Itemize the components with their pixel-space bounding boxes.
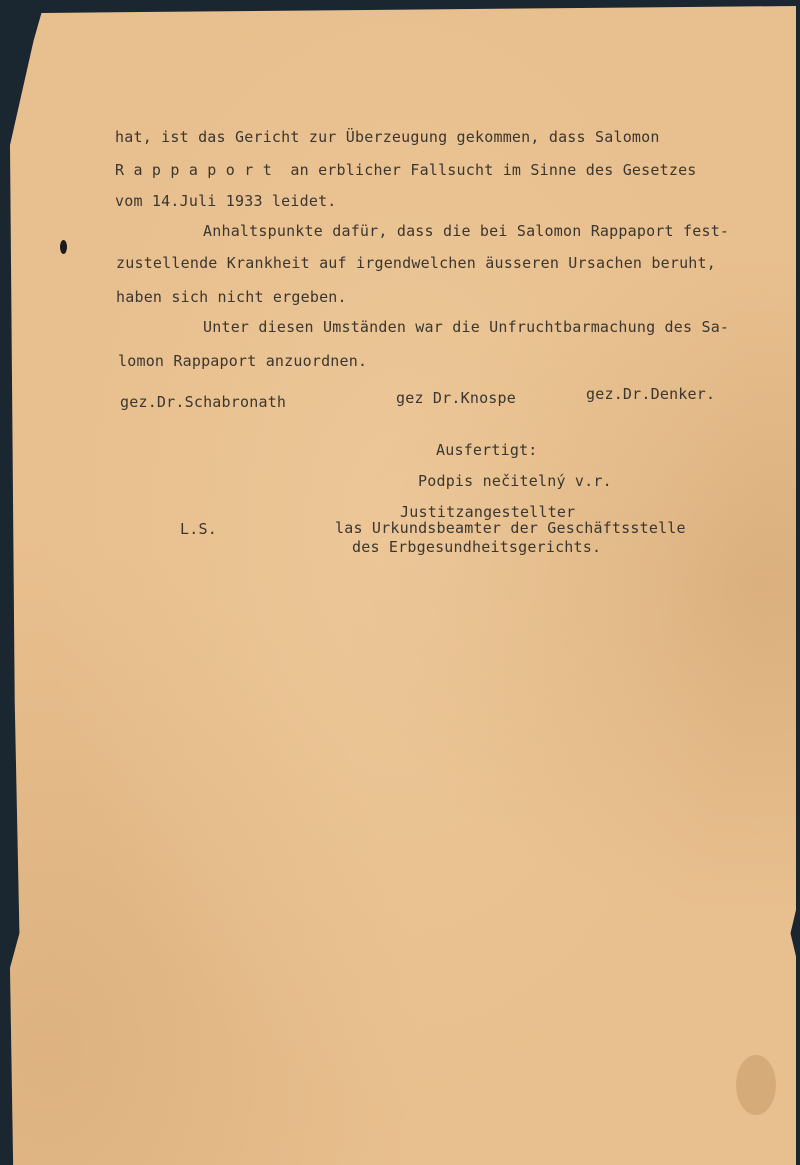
body-line-6: haben sich nicht ergeben. <box>116 288 347 306</box>
signature-denker: gez.Dr.Denker. <box>586 385 716 403</box>
paper-sheet <box>10 6 796 1165</box>
body-line-4: Anhaltspunkte dafür, dass die bei Salomon Rappaport fest- <box>203 222 730 240</box>
body-line-8: lomon Rappaport anzuordnen. <box>118 352 368 370</box>
body-line-5: zustellende Krankheit auf irgendwelchen äusseren Ursachen beruht, <box>116 254 716 272</box>
illegible-signature-note: Podpis nečitelný v.r. <box>418 472 612 490</box>
body-line-3: vom 14.Juli 1933 leidet. <box>115 192 337 210</box>
ink-spot <box>60 240 67 254</box>
official-title-line-2: las Urkundsbeamter der Geschäftsstelle <box>335 519 686 537</box>
certification-heading: Ausfertigt: <box>436 441 538 459</box>
signature-knospe: gez Dr.Knospe <box>396 389 516 407</box>
body-line-1: hat, ist das Gericht zur Überzeugung gekommen, dass Salomon <box>115 128 660 146</box>
body-line-2: R a p p a p o r t an erblicher Fallsucht im Sinne des Gesetzes <box>115 161 697 179</box>
seal-label: L.S. <box>180 520 217 538</box>
official-title-line-3: des Erbgesundheitsgerichts. <box>352 538 602 556</box>
signature-schabronath: gez.Dr.Schabronath <box>120 393 287 411</box>
official-title-line-1: Justitzangestellter <box>400 503 576 521</box>
paper-stain <box>736 1055 776 1115</box>
body-line-7: Unter diesen Umständen war die Unfruchtbarmachung des Sa- <box>203 318 730 336</box>
